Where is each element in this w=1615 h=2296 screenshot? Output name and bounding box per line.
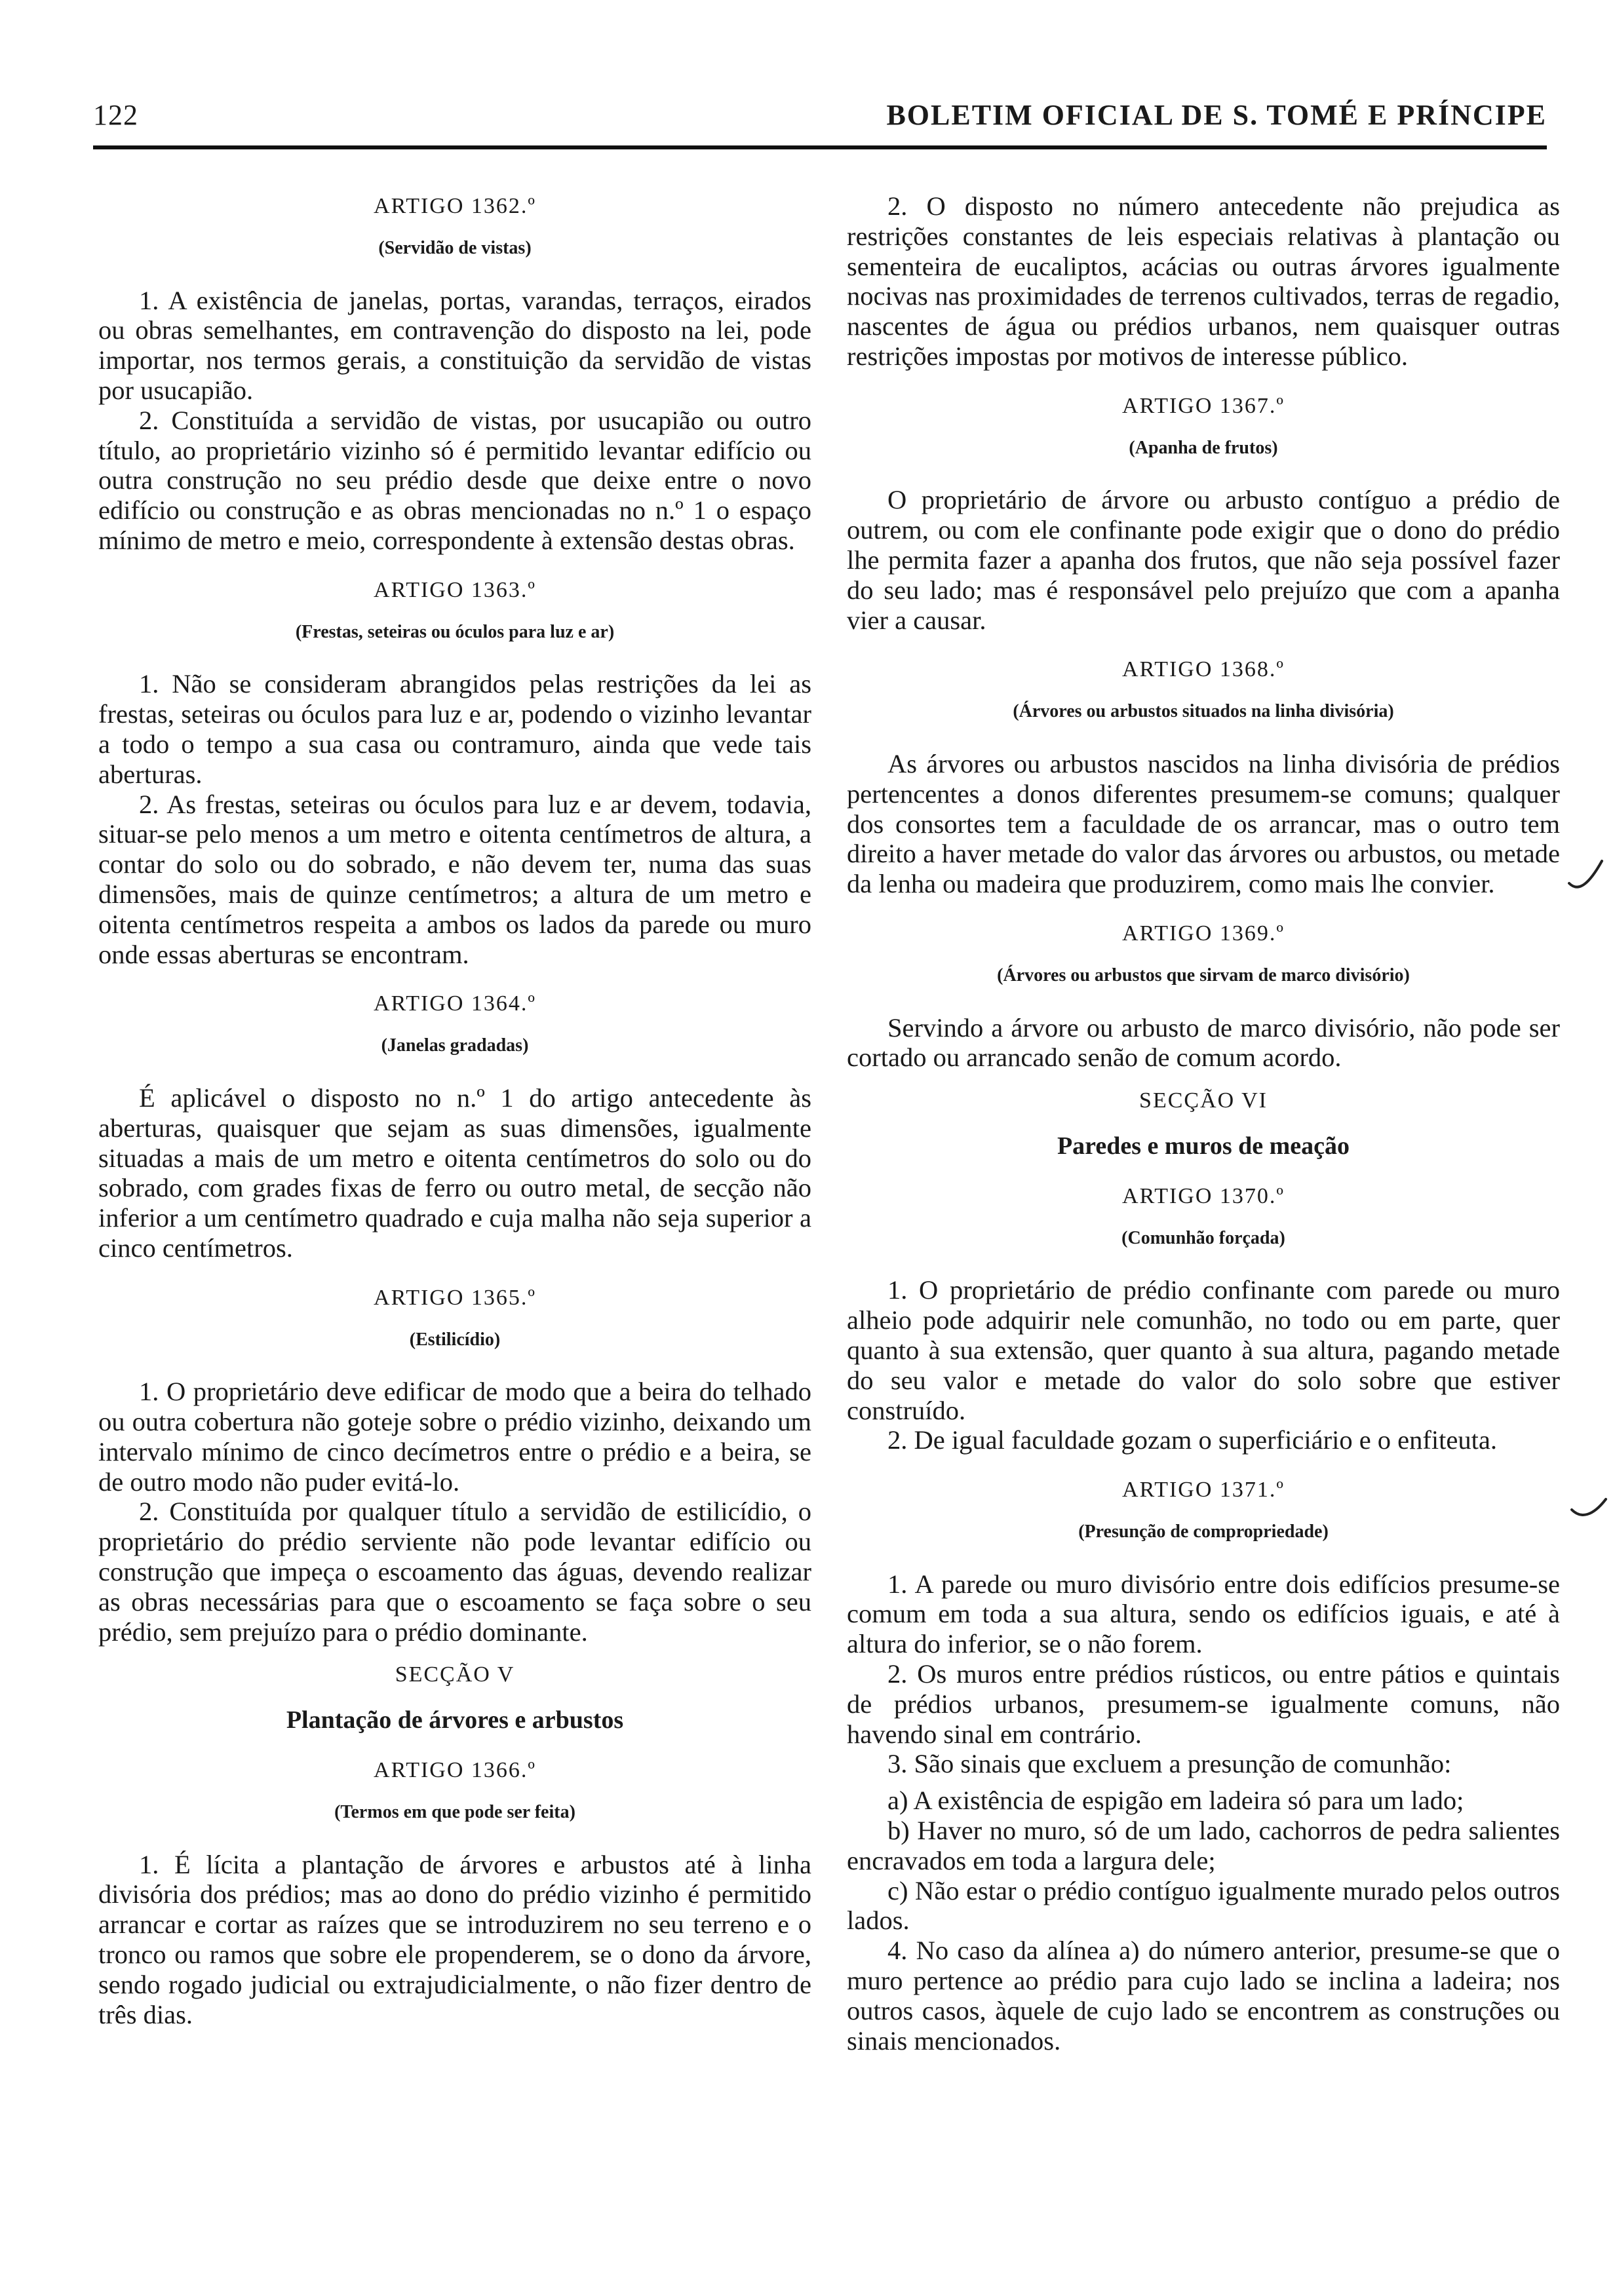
article-subtitle: (Termos em que pode ser feita) <box>334 1801 575 1822</box>
paragraph: 2. Constituída a servidão de vistas, por usucapião ou outro título, ao proprietário vizinho só é permitido levantar edifício ou outra construção no seu prédio desde que deixe entre o novo edifício ou construção e as obras mencionadas no n.º 1 o espaço mínimo de metro e meio, correspondente à extensão destas obras. <box>98 405 811 555</box>
article-heading: ARTIGO 1367.º <box>1122 393 1285 418</box>
publication-title: BOLETIM OFICIAL DE S. TOMÉ E PRÍNCIPE <box>886 99 1547 131</box>
paragraph: 2. Os muros entre prédios rústicos, ou entre pátios e quintais de prédios urbanos, presumem-se igualmente comuns, não havendo sinal em contrário. <box>847 1659 1560 1749</box>
article-subtitle: (Frestas, seteiras ou óculos para luz e ar) <box>295 621 615 642</box>
article-subtitle: (Apanha de frutos) <box>1129 437 1278 458</box>
article-heading: ARTIGO 1369.º <box>1122 921 1285 946</box>
margin-check-mark <box>1569 1490 1610 1523</box>
paragraph: 1. O proprietário de prédio confinante com parede ou muro alheio pode adquirir nele comunhão, no todo ou em parte, quer quanto à sua extensão, quer quanto à sua altura, pagando metade do seu valor e metade do valor do solo sobre que estiver construído. <box>847 1275 1560 1425</box>
article-heading: ARTIGO 1362.º <box>374 194 536 218</box>
paragraph: 2. Constituída por qualquer título a servidão de estilicídio, o proprietário do prédio serviente não pode levantar edifício ou construção que impeça o escoamento das águas, devendo realizar as obras necessárias para que o escoamento se faça sobre o seu prédio, sem prejuízo para o prédio dominante. <box>98 1497 811 1647</box>
article-subtitle: (Árvores ou arbustos que sirvam de marco divisório) <box>997 965 1410 985</box>
header-rule <box>93 145 1547 149</box>
section-title: Plantação de árvores e arbustos <box>286 1706 624 1734</box>
article-subtitle: (Estilicídio) <box>409 1329 501 1350</box>
article-subtitle: (Janelas gradadas) <box>381 1035 529 1056</box>
paragraph: As árvores ou arbustos nascidos na linha divisória de prédios pertencentes a donos diferentes presumem-se comuns; qualquer dos consortes tem a faculdade de os arrancar, mas o outro tem direito a haver metade do valor das árvores ou arbustos, ou metade da lenha ou madeira que produzirem, como mais lhe convier. <box>847 748 1560 899</box>
paragraph: 1. Não se consideram abrangidos pelas restrições da lei as frestas, seteiras ou óculos para luz e ar, podendo o vizinho levantar a todo o tempo a sua casa ou contramuro, ainda que vede tais aberturas. <box>98 669 811 789</box>
article-heading: ARTIGO 1364.º <box>374 991 536 1016</box>
article-heading: ARTIGO 1371.º <box>1122 1478 1285 1502</box>
article-subtitle: (Comunhão forçada) <box>1121 1227 1285 1248</box>
paragraph: 1. A parede ou muro divisório entre dois edifícios presume-se comum em toda a sua altura, sendo os edifícios iguais, e até à altura do inferior, se o não forem. <box>847 1569 1560 1659</box>
paragraph: Servindo a árvore ou arbusto de marco divisório, não pode ser cortado ou arrancado senão de comum acordo. <box>847 1012 1560 1073</box>
section-title: Paredes e muros de meação <box>1057 1132 1350 1160</box>
paragraph: 2. As frestas, seteiras ou óculos para luz e ar devem, todavia, situar-se pelo menos a um metro e oitenta centímetros de altura, a contar do solo ou do sobrado, e não devem ter, numa das suas dimensões, mais de quinze centímetros; a altura de um metro e oitenta centímetros respeita a ambos os lados da parede ou muro onde essas aberturas se encontram. <box>98 789 811 969</box>
page-number: 122 <box>93 99 138 131</box>
article-heading: ARTIGO 1368.º <box>1122 657 1285 682</box>
margin-check-mark <box>1565 854 1607 894</box>
list-item: c) Não estar o prédio contíguo igualmente murado pelos outros lados. <box>847 1875 1560 1936</box>
paragraph: 1. O proprietário deve edificar de modo que a beira do telhado ou outra cobertura não goteje sobre o prédio vizinho, deixando um intervalo mínimo de cinco decímetros entre o prédio e a beira, se de outro modo não puder evitá-lo. <box>98 1377 811 1497</box>
paragraph: 3. São sinais que excluem a presunção de comunhão: <box>887 1749 1452 1779</box>
paragraph: 1. A existência de janelas, portas, varandas, terraços, eirados ou obras semelhantes, em contravenção do disposto na lei, pode importar, nos termos gerais, a constituição da servidão de vistas por usucapião. <box>98 285 811 405</box>
article-heading: ARTIGO 1370.º <box>1122 1183 1285 1208</box>
article-subtitle: (Presunção de compropriedade) <box>1078 1521 1329 1542</box>
article-subtitle: (Árvores ou arbustos situados na linha divisória) <box>1013 701 1394 722</box>
paragraph: 2. De igual faculdade gozam o superficiário e o enfiteuta. <box>887 1425 1497 1455</box>
list-item: b) Haver no muro, só de um lado, cachorros de pedra salientes encravados em toda a largura dele; <box>847 1816 1560 1875</box>
section-heading: SECÇÃO VI <box>1139 1088 1268 1113</box>
right-column <box>847 191 1560 2056</box>
page-header <box>93 98 1547 132</box>
section-heading: SECÇÃO V <box>395 1662 515 1687</box>
left-column <box>98 191 811 2029</box>
paragraph: 2. O disposto no número antecedente não prejudica as restrições constantes de leis especiais relativas à plantação ou sementeira de eucaliptos, acácias ou outras árvores igualmente nocivas nas proximidades de terrenos cultivados, terras de regadio, nascentes de água ou prédios urbanos, nem quaisquer outras restrições impostas por motivos de interesse público. <box>847 191 1560 371</box>
article-heading: ARTIGO 1363.º <box>374 577 536 602</box>
article-heading: ARTIGO 1365.º <box>374 1285 536 1310</box>
paragraph: 1. É lícita a plantação de árvores e arbustos até à linha divisória dos prédios; mas ao dono do prédio vizinho é permitido arrancar e cortar as raízes que se introduzirem no seu terreno e o tronco ou ramos que sobre ele propenderem, se o dono da árvore, sendo rogado judicial ou extrajudicialmente, o não fizer dentro de três dias. <box>98 1849 811 2029</box>
paragraph: É aplicável o disposto no n.º 1 do artigo antecedente às aberturas, quaisquer que sejam as suas dimensões, igualmente situadas a mais de um metro e oitenta centímetros do solo ou do sobrado, com grades fixas de ferro ou outro metal, de secção não inferior a um centímetro quadrado e cuja malha não seja superior a cinco centímetros. <box>98 1082 811 1263</box>
article-heading: ARTIGO 1366.º <box>374 1758 536 1783</box>
article-subtitle: (Servidão de vistas) <box>378 237 532 258</box>
paragraph: 4. No caso da alínea a) do número anterior, presume-se que o muro pertence ao prédio para cujo lado se inclina a ladeira; nos outros casos, àquele de cujo lado se encontrem as construções ou sinais mencionados. <box>847 1936 1560 2056</box>
list-item: a) A existência de espigão em ladeira só para um lado; <box>887 1786 1464 1816</box>
paragraph: O proprietário de árvore ou arbusto contíguo a prédio de outrem, ou com ele confinante pode exigir que o dono do prédio lhe permita fazer a apanha dos frutos, que não seja possível fazer do seu lado; mas é responsável pelo prejuízo que com a apanha vier a causar. <box>847 485 1560 635</box>
